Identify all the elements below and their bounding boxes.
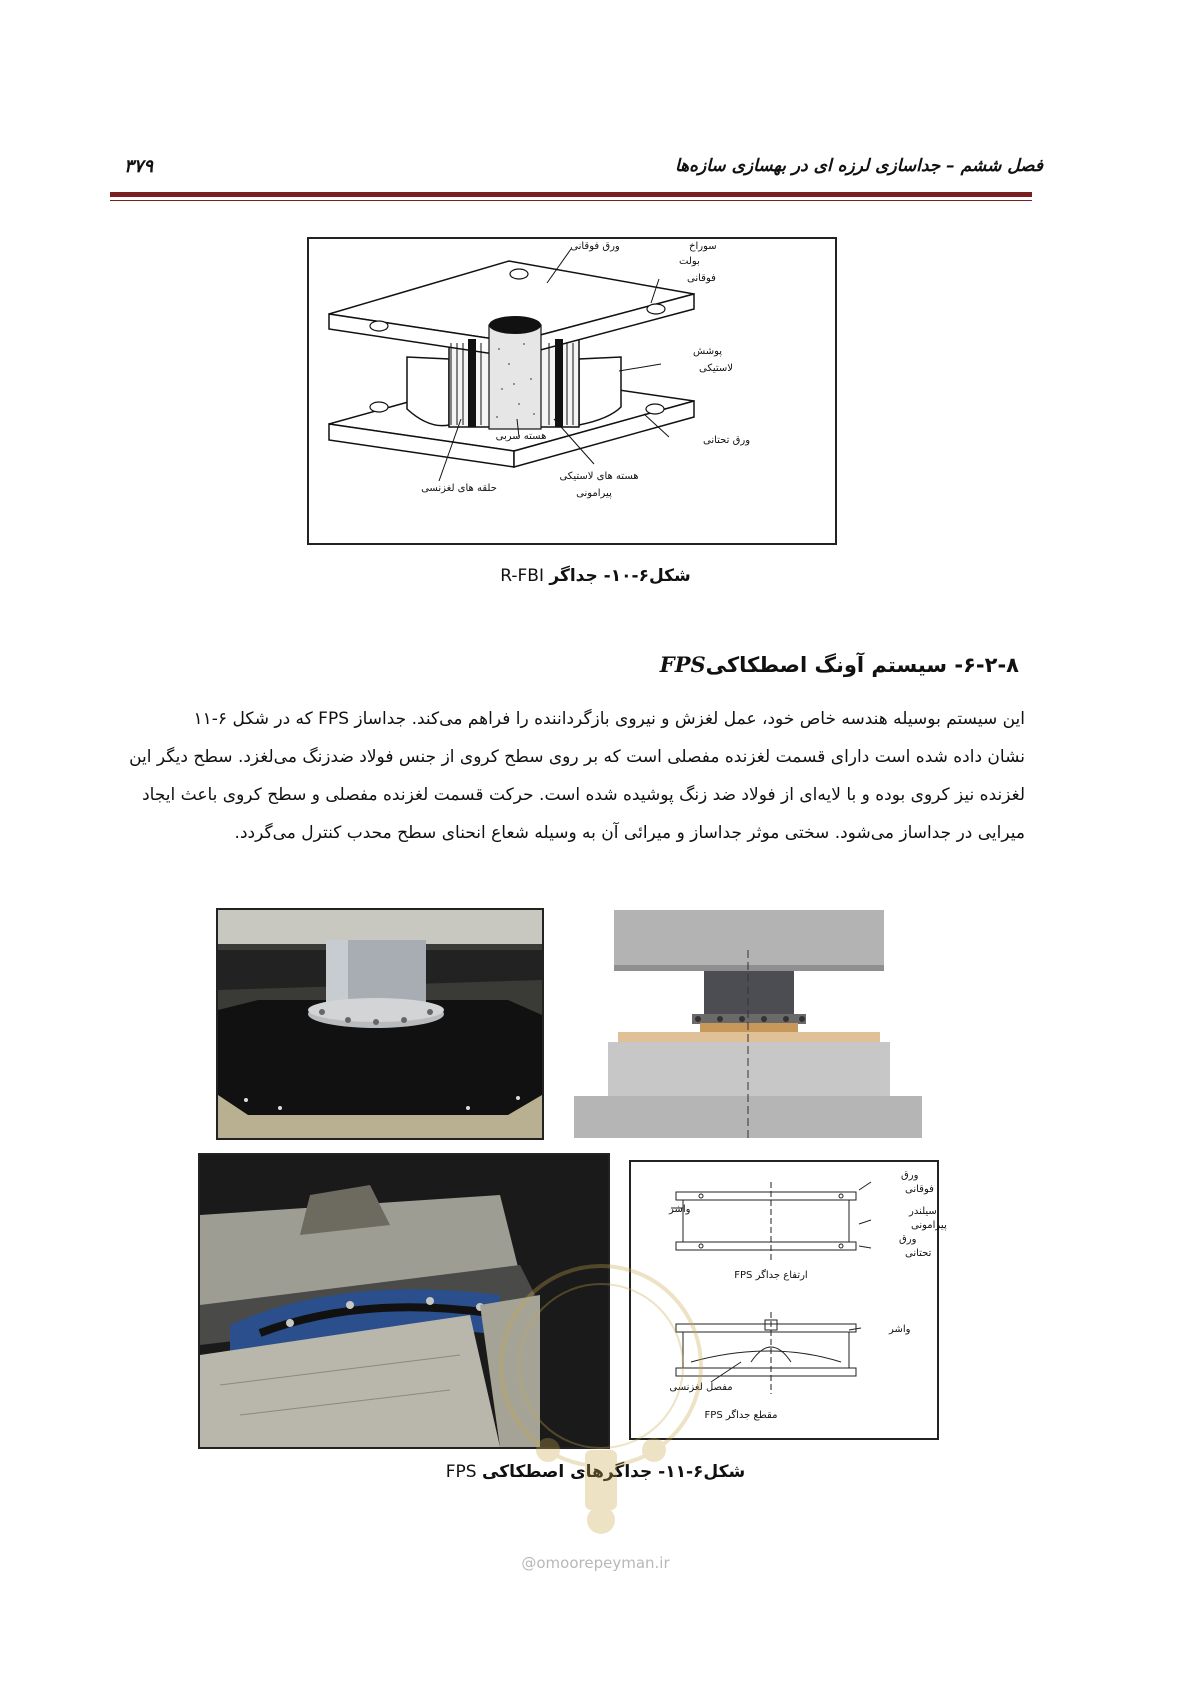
- photo-installed-bearing-image: [218, 910, 542, 1138]
- section-title: سیستم آونگ اصطکاکی: [705, 653, 948, 677]
- fps-label-top-plate-1: ورق: [901, 1170, 919, 1181]
- label-lead-core: هسته سربی: [495, 431, 547, 442]
- label-bolt-hole-2: بولت: [679, 256, 700, 267]
- caption-6-11-label: شکل۶-۱۱- جداگرهای اصطکاکی: [482, 1462, 746, 1482]
- label-bolt-hole-1: سوراخ: [689, 241, 717, 252]
- paragraph-line: میرایی در جداساز می‌شود. سختی موثر جداساز و میرائی آن به وسیله شعاع انحنای سطح محدب کنترل می‌گردد.: [234, 823, 1025, 843]
- fps-label-bottom-plate-2: تحتانی: [905, 1248, 932, 1259]
- header-rule-thin: [110, 200, 1032, 201]
- label-rubber-cores-2: پیرامونی: [576, 488, 612, 499]
- chapter-title: فصل ششم – جداسازی لرزه ای در بهسازی سازه‌ها: [674, 156, 1043, 176]
- watermark-url: @omoorepeyman.ir: [521, 1554, 670, 1572]
- fps-label-bottom-plate-1: ورق: [899, 1234, 917, 1245]
- label-rubber-cover-1: پوشش: [693, 346, 723, 357]
- fps-label-section: مقطع جداگر FPS: [704, 1410, 778, 1421]
- label-top-plate: ورق فوقانی: [570, 241, 620, 252]
- photo-installed-bearing: [216, 908, 544, 1140]
- paragraph-line: لغزنده نیز کروی بوده و با لایه‌ای از فولاد ضد زنگ پوشیده شده است. حرکت قسمت لغزنده مفصلی و سطح کروی باعث ایجاد: [142, 785, 1025, 805]
- photo-fps-model-image: [574, 910, 922, 1138]
- label-rubber-cores-1: هسته های لاستیکی: [559, 471, 639, 482]
- fps-label-cylinder-1: سیلندر: [909, 1206, 937, 1217]
- photo-fps-model: [572, 908, 924, 1140]
- section-number: ۶-۲-۸-: [954, 653, 1019, 677]
- label-bottom-plate: ورق تحتانی: [703, 435, 751, 446]
- section-heading: [660, 652, 1019, 677]
- fps-label-washer-bottom: واشر: [889, 1324, 911, 1335]
- rfbi-diagram-drawing: [309, 239, 835, 543]
- label-bolt-hole-3: فوقانی: [687, 273, 716, 284]
- fps-label-elevation: ارتفاع جداگر FPS: [734, 1270, 808, 1281]
- rfbi-diagram: [307, 237, 837, 545]
- section-acronym: FPS: [659, 652, 706, 677]
- caption-6-10-name: R-FBI: [500, 566, 544, 586]
- watermark-seal-graphic: [482, 1236, 720, 1538]
- fps-label-washer-top: واشر: [669, 1204, 691, 1215]
- paragraph-line: این سیستم بوسیله هندسه خاص خود، عمل لغزش و نیروی بازگرداننده را فراهم می‌کند. جداساز FPS که در شکل ۶-۱۱: [193, 709, 1025, 729]
- caption-6-11-name: FPS: [445, 1462, 477, 1482]
- label-sliding-rings: حلقه های لغزنسی: [421, 483, 497, 494]
- figure-caption-6-10: [0, 566, 1191, 586]
- fps-label-sliding-joint: مفصل لغزنسی: [669, 1382, 733, 1393]
- caption-6-10-label: شکل۶-۱۰- جداگر: [549, 566, 691, 586]
- body-paragraph: [129, 700, 1025, 852]
- label-rubber-cover-2: لاستیکی: [699, 363, 733, 374]
- page-number: ۳۷۹: [124, 156, 154, 177]
- paragraph-line: نشان داده شده است دارای قسمت لغزنده مفصلی است که بر روی سطح کروی از جنس فولاد ضدزنگ می‌لغزد. سطح دیگر این: [129, 747, 1025, 767]
- fps-label-top-plate-2: فوقانی: [905, 1184, 934, 1195]
- header-rule-thick: [110, 192, 1032, 197]
- watermark-seal: [482, 1236, 720, 1538]
- fps-label-cylinder-2: پیرامونی: [911, 1220, 947, 1231]
